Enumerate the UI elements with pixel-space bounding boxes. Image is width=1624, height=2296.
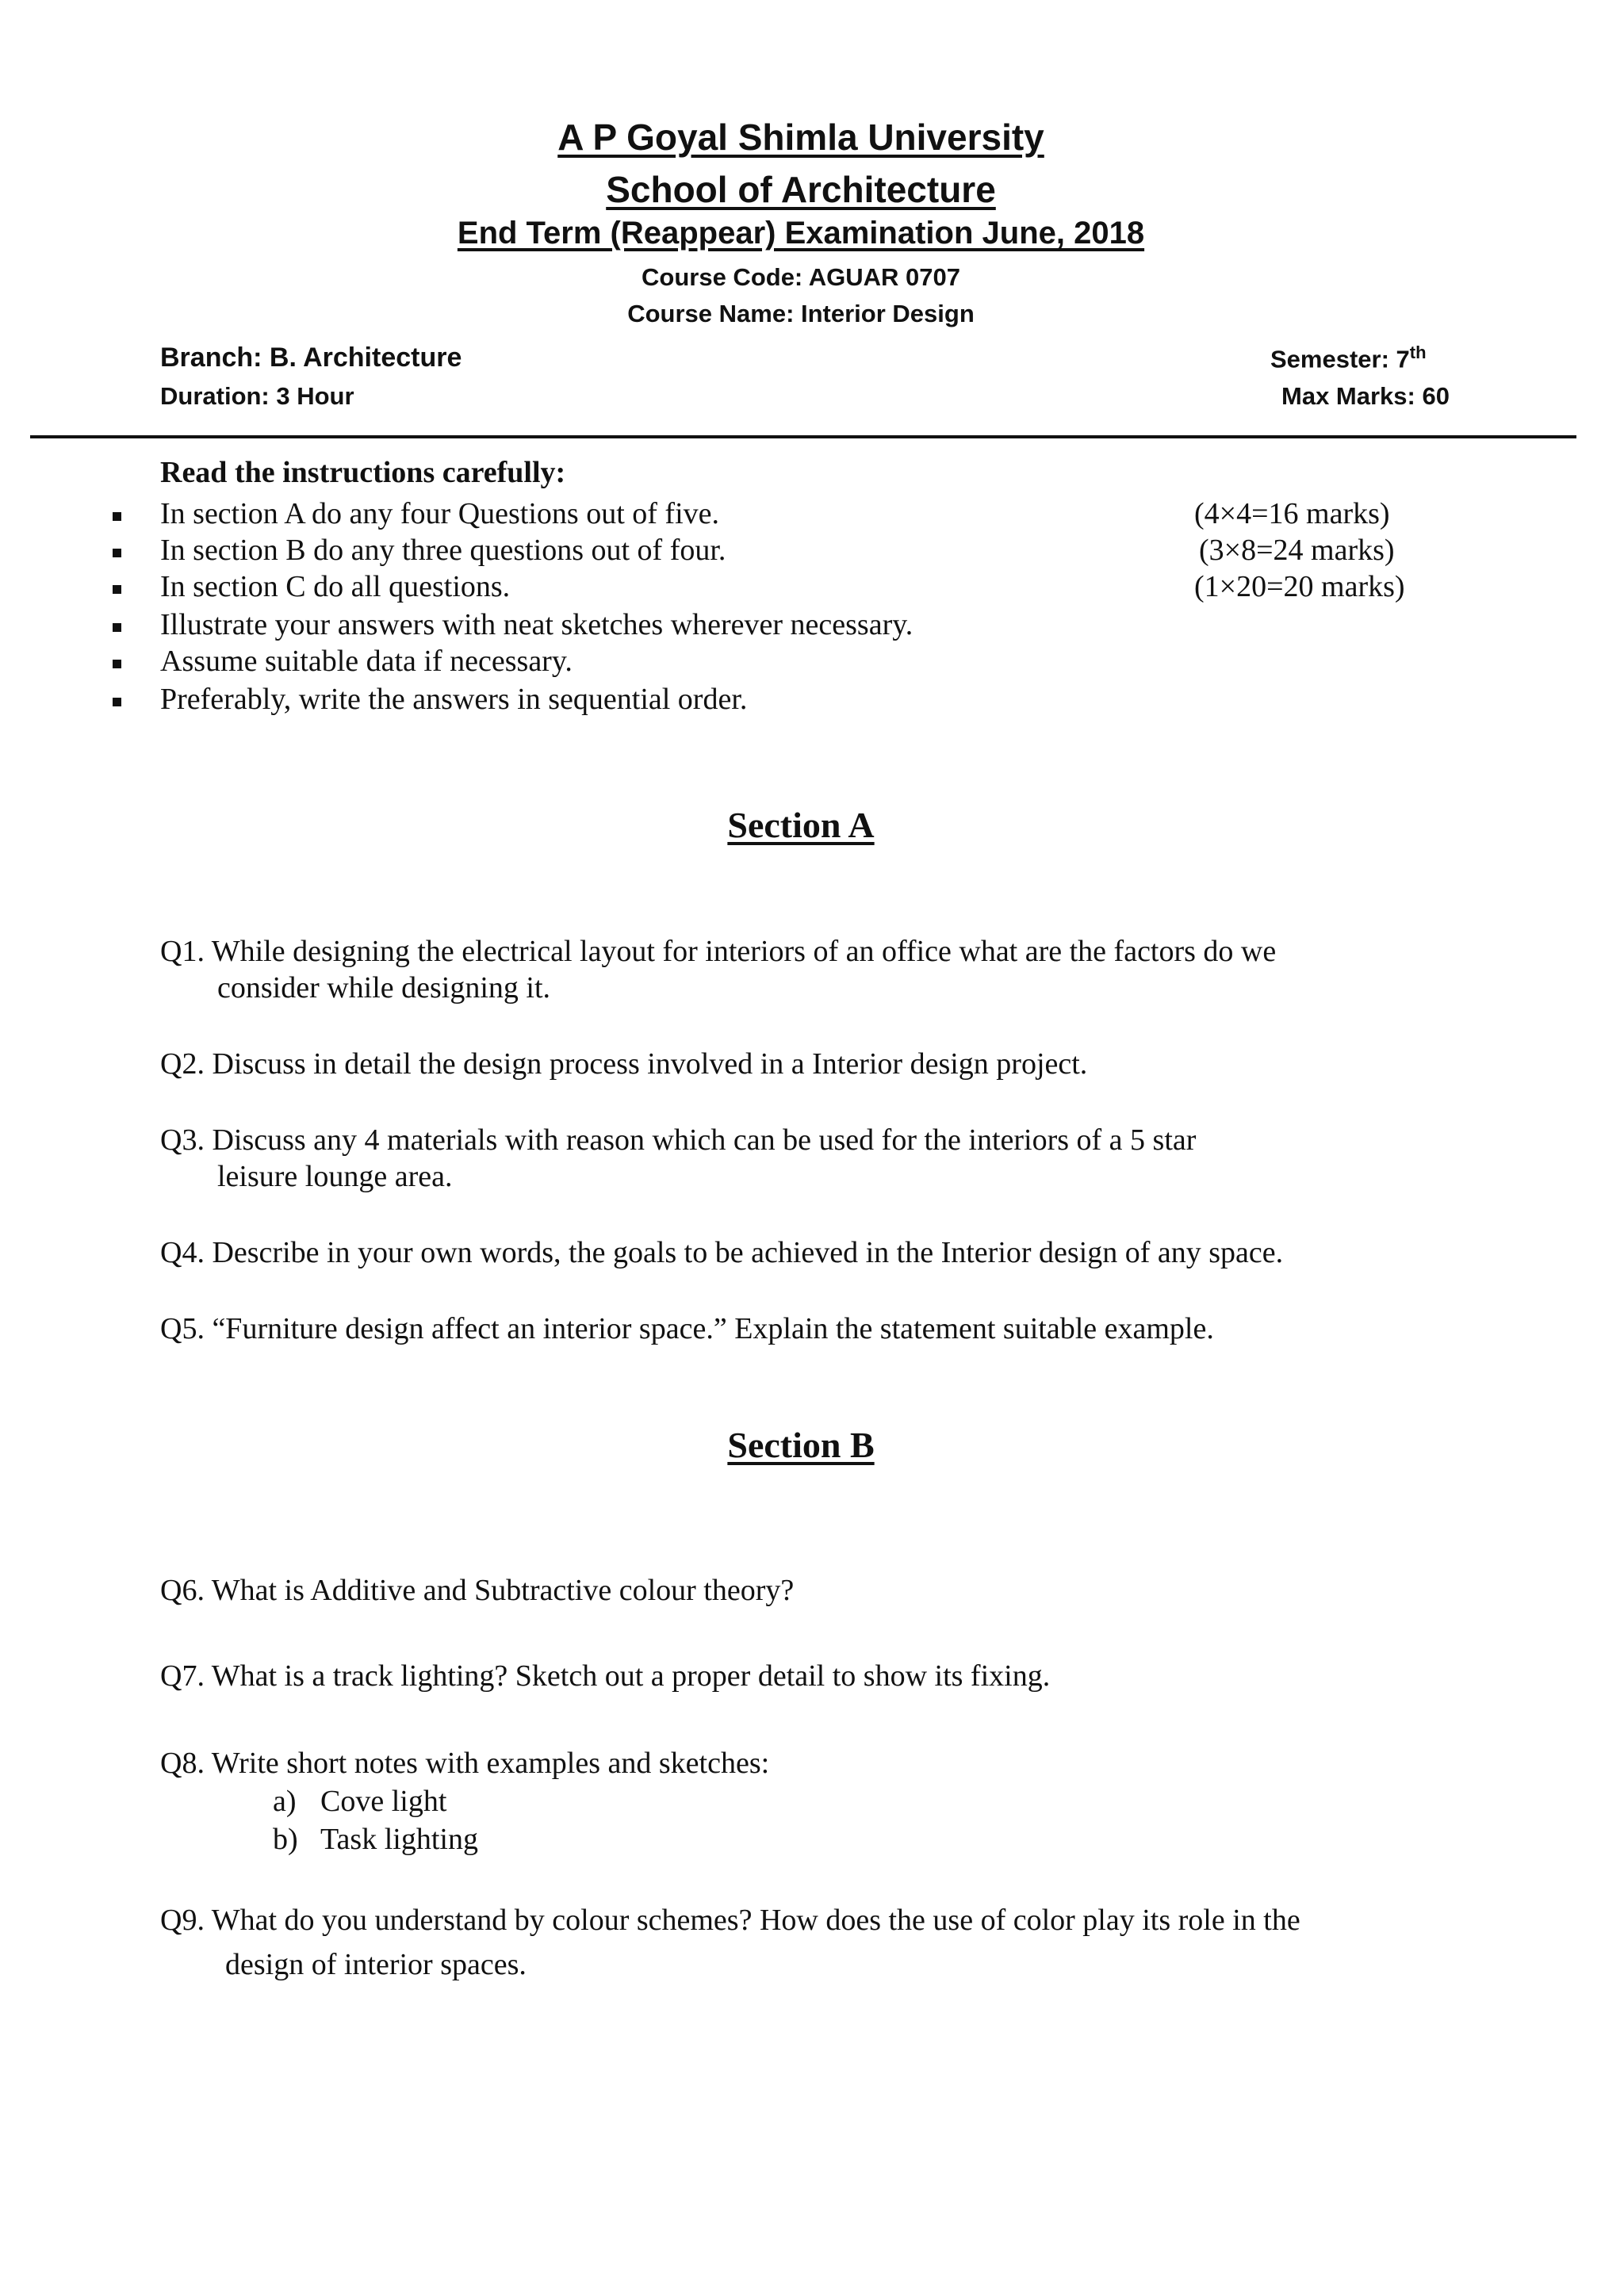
question-7: Q7. What is a track lighting? Sketch out a proper detail to show its fixing. <box>160 1659 1051 1693</box>
q8-item-a-label: a) <box>273 1785 297 1818</box>
instruction-item <box>0 533 1586 571</box>
semester-suffix: th <box>1409 342 1427 362</box>
instruction-item <box>0 607 1586 645</box>
exam-title: End Term (Reappear) Examination June, 2018 <box>457 216 1145 251</box>
instruction-text: In section B do any three questions out of four. <box>160 534 726 567</box>
school-name: School of Architecture <box>606 169 996 210</box>
branch: Branch: B. Architecture <box>160 342 462 373</box>
section-a-title: Section A <box>727 805 875 845</box>
instruction-text: Illustrate your answers with neat sketches wherever necessary. <box>160 608 914 641</box>
bullet-icon <box>113 512 121 521</box>
question-5: Q5. “Furniture design affect an interior space.” Explain the statement suitable example. <box>160 1312 1214 1345</box>
max-marks: Max Marks: 60 <box>1281 382 1450 410</box>
q8-item-a-text: Cove light <box>320 1785 447 1818</box>
question-3: Q3. Discuss any 4 materials with reason which can be used for the interiors of a 5 star <box>160 1123 1197 1157</box>
course-name: Course Name: Interior Design <box>627 300 975 327</box>
question-2: Q2. Discuss in detail the design process involved in a Interior design project. <box>160 1047 1088 1081</box>
question-8: Q8. Write short notes with examples and sketches: <box>160 1747 770 1780</box>
bullet-icon <box>113 585 121 594</box>
course-code: Course Code: AGUAR 0707 <box>642 263 960 291</box>
q8-item-b-label: b) <box>273 1823 298 1856</box>
bullet-icon <box>113 660 121 668</box>
duration: Duration: 3 Hour <box>160 382 354 410</box>
semester <box>1270 342 1427 373</box>
instruction-marks: (4×4=16 marks) <box>1194 497 1390 530</box>
instruction-item <box>0 496 1586 534</box>
semester-label: Semester: 7 <box>1270 345 1410 373</box>
instruction-marks: (1×20=20 marks) <box>1194 570 1405 603</box>
header-divider <box>30 435 1576 438</box>
instruction-text: In section C do all questions. <box>160 570 511 603</box>
question-1-continued: consider while designing it. <box>217 971 551 1004</box>
bullet-icon <box>113 549 121 557</box>
bullet-icon <box>113 623 121 632</box>
question-1: Q1. While designing the electrical layout for interiors of an office what are the factors do we <box>160 935 1277 968</box>
question-4: Q4. Describe in your own words, the goals to be achieved in the Interior design of any space. <box>160 1236 1284 1269</box>
instruction-text: In section A do any four Questions out of five. <box>160 497 720 530</box>
bullet-icon <box>113 698 121 706</box>
university-name: A P Goyal Shimla University <box>557 117 1044 158</box>
instruction-text: Preferably, write the answers in sequential order. <box>160 683 748 716</box>
question-3-continued: leisure lounge area. <box>217 1160 453 1193</box>
question-9-continued: design of interior spaces. <box>225 1948 527 1981</box>
question-6: Q6. What is Additive and Subtractive colour theory? <box>160 1574 795 1607</box>
instruction-marks: (3×8=24 marks) <box>1199 534 1395 567</box>
instruction-item <box>0 682 1586 720</box>
instructions-heading: Read the instructions carefully: <box>160 456 566 489</box>
question-9: Q9. What do you understand by colour schemes? How does the use of color play its role in the <box>160 1904 1300 1937</box>
section-b-title: Section B <box>727 1425 875 1465</box>
q8-item-b-text: Task lighting <box>320 1823 478 1856</box>
instruction-item <box>0 644 1586 682</box>
instruction-item <box>0 569 1586 607</box>
instruction-text: Assume suitable data if necessary. <box>160 645 573 678</box>
